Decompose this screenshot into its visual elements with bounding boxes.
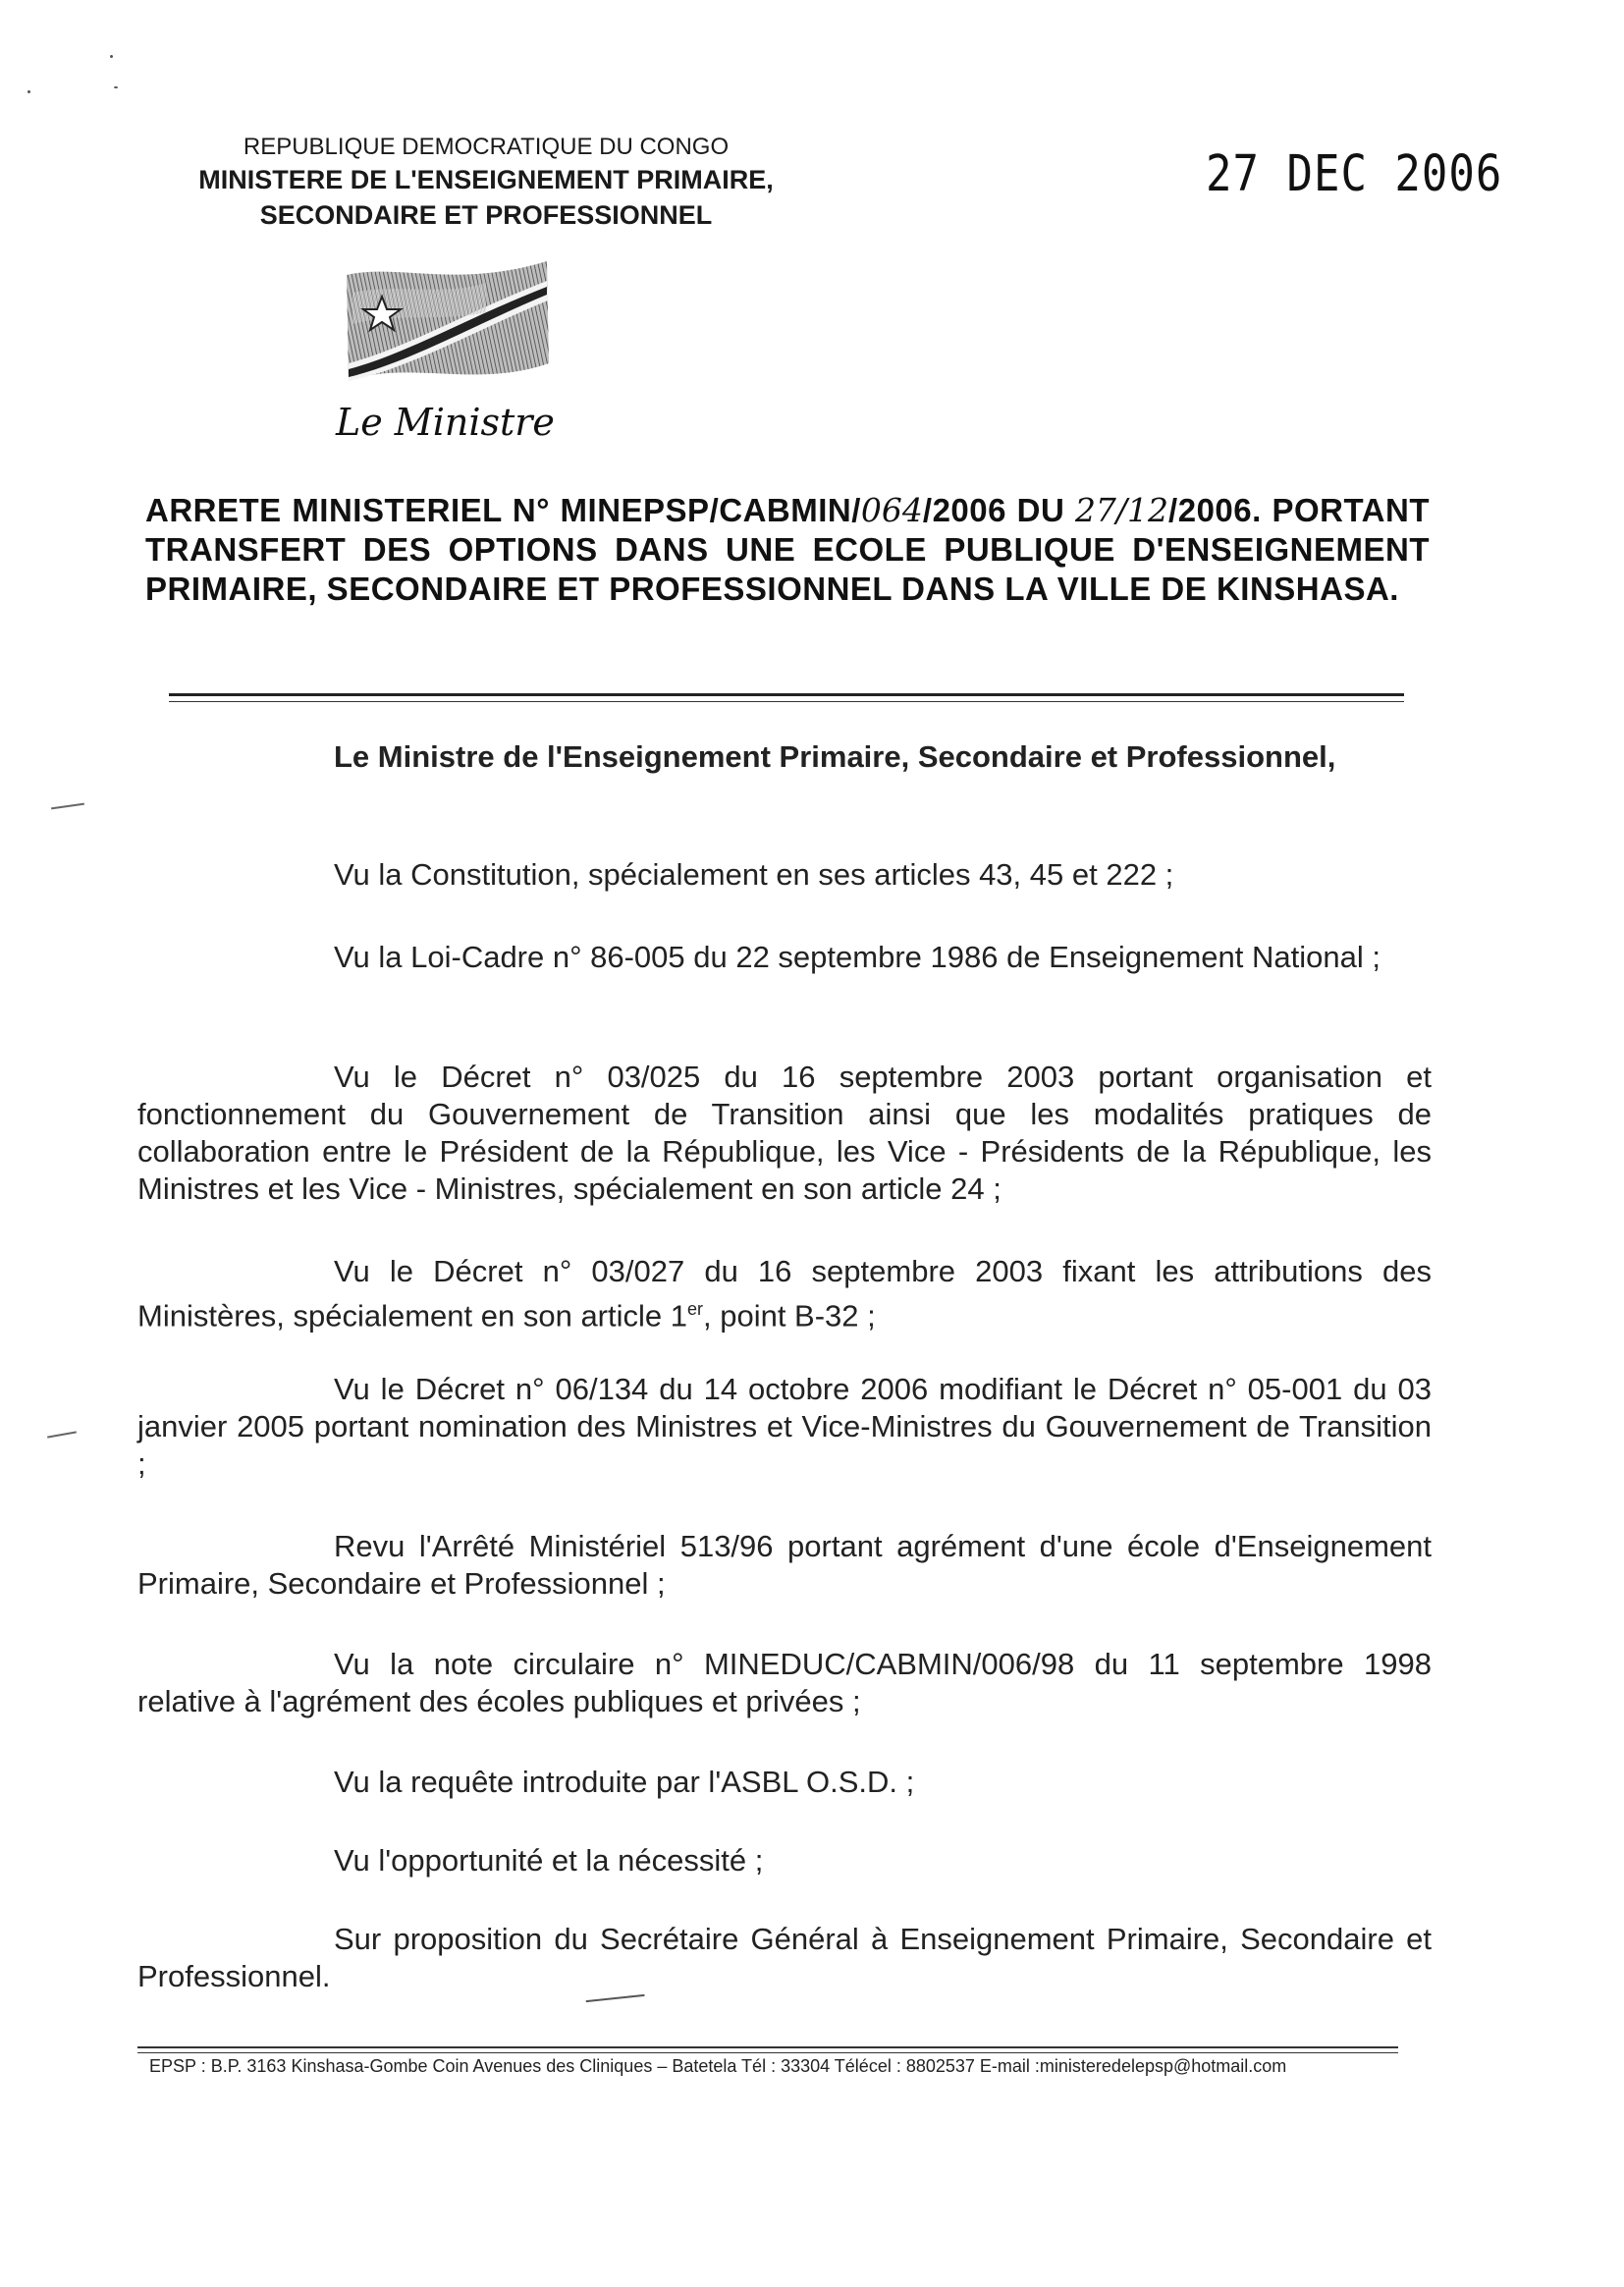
title-date-suffix: /2006.	[1168, 492, 1262, 528]
handwritten-number: 064	[860, 491, 923, 529]
considerant-note-circulaire: Vu la note circulaire n° MINEDUC/CABMIN/006/98 du 11 septembre 1998 relative à l'agrément des écoles publiques et privées ;	[137, 1647, 1432, 1718]
scan-speck	[114, 86, 118, 88]
considerant-opportunite: Vu l'opportunité et la nécessité ;	[334, 1843, 764, 1878]
considerant-loi-cadre: Vu la Loi-Cadre n° 86-005 du 22 septembre 1986 de Enseignement National ;	[334, 940, 1380, 974]
considerant-decret-03-027	[137, 1253, 1432, 1334]
title-subject: PORTANT TRANSFERT DES OPTIONS DANS UNE ECOLE PUBLIQUE D'ENSEIGNEMENT PRIMAIRE, SECONDAIRE ET PROFESSIONNEL DANS LA VILLE DE KINSHASA.	[145, 492, 1430, 607]
intro-paragraph: Le Ministre de l'Enseignement Primaire, Secondaire et Professionnel,	[334, 739, 1336, 774]
header-ministry-2: SECONDAIRE ET PROFESSIONNEL	[259, 200, 713, 230]
scan-speck	[110, 55, 113, 58]
title-number-suffix: /2006 DU	[922, 492, 1075, 528]
proposition-paragraph: Sur proposition du Secrétaire Général à Enseignement Primaire, Secondaire et Professionnel.	[137, 1922, 1432, 1993]
header-republic: REPUBLIQUE DEMOCRATIQUE DU CONGO	[243, 134, 730, 160]
decree-title	[145, 491, 1430, 609]
considerant-requete: Vu la requête introduite par l'ASBL O.S.D. ;	[334, 1765, 915, 1799]
p4-superscript: er	[686, 1299, 703, 1319]
footer-rule	[137, 2046, 1398, 2048]
considerant-decret-06-134: Vu le Décret n° 06/134 du 14 octobre 2006 modifiant le Décret n° 05-001 du 03 janvier 2005 portant nomination des Ministres et Vice-Ministres du Gouvernement de Transition ;	[137, 1372, 1432, 1481]
considerant-constitution: Vu la Constitution, spécialement en ses articles 43, 45 et 222 ;	[334, 857, 1174, 892]
title-prefix: ARRETE MINISTERIEL N° MINEPSP/CABMIN/	[145, 492, 861, 528]
title-divider-thin	[169, 701, 1404, 702]
scan-speck	[27, 90, 30, 93]
header-ministry: MINISTERE DE L'ENSEIGNEMENT PRIMAIRE,	[198, 165, 774, 194]
flag-emblem-icon	[339, 253, 555, 401]
considerant-decret-03-025: Vu le Décret n° 03/025 du 16 septembre 2003 portant organisation et fonctionnement du Gouvernement de Transition ainsi que les modalités pratiques de collaboration entre le Président de la République, les Vice - Présidents de la République, les Ministres et les Vice - Ministres, spécialement en son article 24 ;	[137, 1060, 1432, 1206]
handwritten-date: 27/12	[1074, 491, 1169, 529]
scan-mark	[51, 803, 84, 810]
date-stamp: 27 DEC 2006	[1206, 145, 1503, 203]
minister-signature: Le Ministre	[336, 401, 555, 444]
footer-rule-thin	[137, 2052, 1398, 2053]
considerant-arrete-513: Revu l'Arrêté Ministériel 513/96 portant agrément d'une école d'Enseignement Primaire, Secondaire et Professionnel ;	[137, 1529, 1432, 1601]
p4-tail: , point B-32 ;	[703, 1298, 876, 1334]
footer-address: EPSP : B.P. 3163 Kinshasa-Gombe Coin Avenues des Cliniques – Batetela Tél : 33304 Télécel : 8802537 E-mail :ministeredelepsp@hotmail.com	[149, 2056, 1287, 2076]
title-divider	[169, 693, 1404, 696]
p4-text: Vu le Décret n° 03/027 du 16 septembre 2003 fixant les attributions des Ministères, spécialement en son article 1	[137, 1254, 1432, 1334]
scan-mark	[47, 1431, 77, 1438]
